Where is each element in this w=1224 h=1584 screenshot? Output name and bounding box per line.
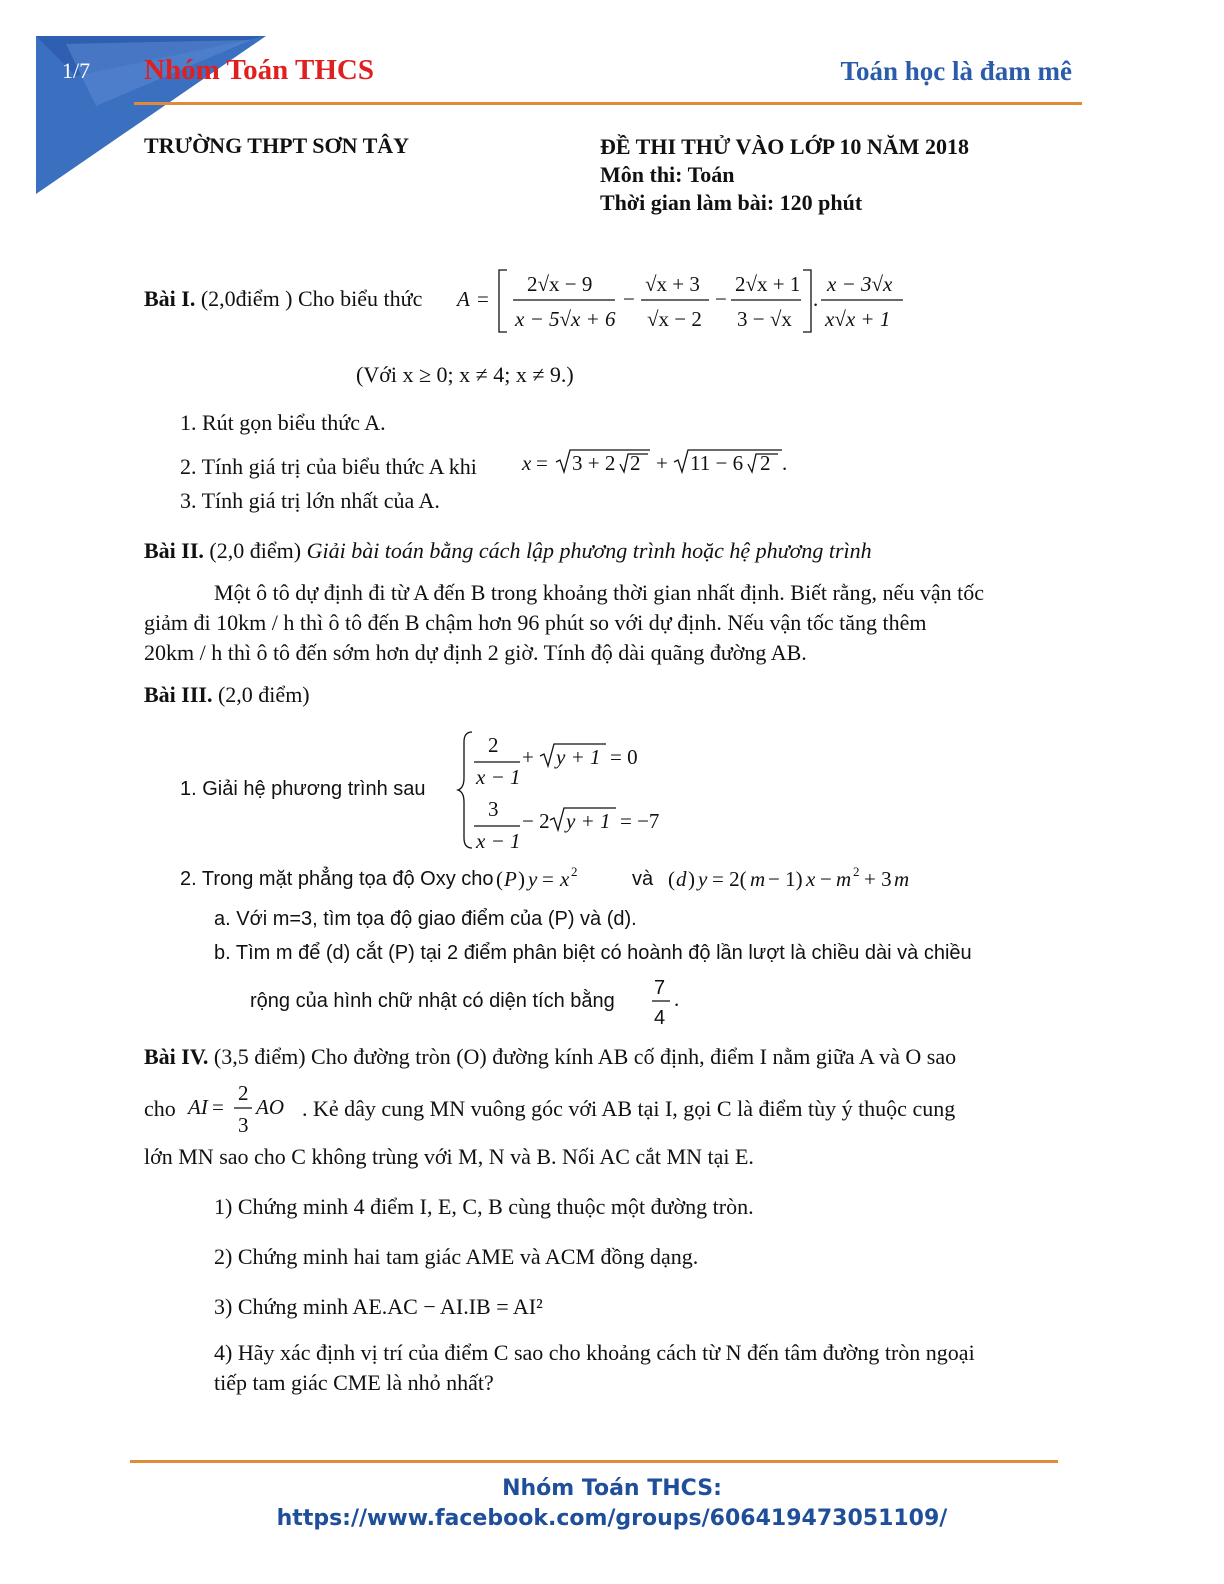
bai3-q2: 2. Trong mặt phẳng tọa độ Oxy cho <box>180 868 494 890</box>
svg-text:y + 1: y + 1 <box>566 809 611 833</box>
svg-text:2√x − 9: 2√x − 9 <box>527 272 593 296</box>
svg-text:2: 2 <box>238 1081 249 1105</box>
bai1-q2: 2. Tính giá trị của biểu thức A khi <box>180 454 477 479</box>
svg-text:x − 3√x: x − 3√x <box>827 272 893 296</box>
svg-text:3: 3 <box>488 797 499 821</box>
svg-text:− 1): − 1) <box>768 867 803 891</box>
bai1-q3: 3. Tính giá trị lớn nhất của A. <box>180 488 440 513</box>
bai2-line3: 20km / h thì ô tô đến sớm hơn dự định 2 giờ. Tính độ dài quãng đường AB. <box>144 640 807 665</box>
bai3-q2-and: và <box>632 868 654 890</box>
svg-text:x − 1: x − 1 <box>476 829 521 853</box>
exam-subject: Môn thi: Toán <box>600 162 735 187</box>
svg-text:+: + <box>522 745 534 769</box>
svg-text:7: 7 <box>654 977 666 999</box>
svg-text:= 0: = 0 <box>610 745 638 769</box>
bai3-points: (2,0 điểm) <box>217 682 310 707</box>
bai1-label: Bài I. <box>144 286 196 311</box>
bai4-label: Bài IV. <box>144 1044 209 1069</box>
svg-text:2: 2 <box>760 451 771 475</box>
svg-text:=: = <box>542 867 554 891</box>
svg-text:(: ( <box>668 867 675 891</box>
svg-text:AI: AI <box>188 1095 208 1119</box>
svg-text:√x − 2: √x − 2 <box>647 307 702 331</box>
bai4-q3: 3) Chứng minh AE.AC − AI.IB = AI² <box>214 1294 543 1319</box>
bai2-line2: giảm đi 10km / h thì ô tô đến B chậm hơn 96 phút so với dự định. Nếu vận tốc tăng thêm <box>144 610 927 635</box>
svg-text:2: 2 <box>571 864 578 879</box>
svg-text:.: . <box>813 287 819 311</box>
bai2-topic: Giải bài toán bằng cách lập phương trình hoặc hệ phương trình <box>306 538 872 563</box>
parabola-P <box>496 862 626 892</box>
svg-text:x − 5√x + 6: x − 5√x + 6 <box>515 307 616 331</box>
svg-text:3 − √x: 3 − √x <box>737 307 792 331</box>
svg-text:− 2: − 2 <box>522 809 550 833</box>
bai1-condition: (Với x ≥ 0; x ≠ 4; x ≠ 9.) <box>356 362 574 387</box>
svg-text:= −7: = −7 <box>620 809 660 833</box>
svg-text:d: d <box>676 867 687 891</box>
footer-link[interactable]: https://www.facebook.com/groups/606419473051109/ <box>276 1506 948 1531</box>
svg-text:−: − <box>715 287 727 311</box>
bai4-q4: 4) Hãy xác định vị trí của điểm C sao cho khoảng cách từ N đến tâm đường tròn ngoại <box>214 1340 975 1365</box>
bai2-label: Bài II. <box>144 538 204 563</box>
svg-text:.: . <box>674 987 680 1011</box>
svg-text:y + 1: y + 1 <box>556 745 601 769</box>
svg-text:m: m <box>894 867 910 891</box>
svg-text:11 − 6: 11 − 6 <box>690 451 744 475</box>
svg-text:x: x <box>806 867 816 891</box>
bai3-q2b-cont: rộng của hình chữ nhật có diện tích bằng <box>250 990 615 1012</box>
svg-text:3 + 2: 3 + 2 <box>572 451 616 475</box>
svg-text:2√x + 1: 2√x + 1 <box>735 272 801 296</box>
line-d <box>668 862 938 892</box>
svg-text:−: − <box>623 287 635 311</box>
AI-formula <box>188 1080 300 1142</box>
svg-text:m: m <box>750 867 766 891</box>
bai3-q2a: a. Với m=3, tìm tọa độ giao điểm của (P) và (d). <box>214 908 637 930</box>
fraction-7-4 <box>650 972 686 1032</box>
svg-text:x√x + 1: x√x + 1 <box>825 307 891 331</box>
bai1-heading <box>144 286 422 312</box>
svg-text:+ 3: + 3 <box>864 867 892 891</box>
bai4-line1: (3,5 điểm) Cho đường tròn (O) đường kính AB cố định, điểm I nằm giữa A và O sao <box>213 1044 957 1069</box>
bai3-label: Bài III. <box>144 682 213 707</box>
svg-text:4: 4 <box>654 1007 666 1029</box>
bai4-line2-pre: cho <box>144 1096 176 1121</box>
svg-text:A: A <box>457 287 470 311</box>
bai4-q4-cont: tiếp tam giác CME là nhỏ nhất? <box>214 1370 494 1395</box>
svg-text:x: x <box>560 867 570 891</box>
bai4-line2-post: . Kẻ dây cung MN vuông góc với AB tại I, gọi C là điểm tùy ý thuộc cung <box>302 1096 956 1121</box>
bai1-points: (2,0điểm ) Cho biểu thức <box>200 286 423 311</box>
equation-system <box>458 728 678 852</box>
bai2-points: (2,0 điểm) <box>209 538 302 563</box>
exam-title: ĐỀ THI THỬ VÀO LỚP 10 NĂM 2018 <box>600 134 969 159</box>
slogan: Toán học là đam mê <box>840 56 1072 86</box>
bai4-line3: lớn MN sao cho C không trùng với M, N và B. Nối AC cắt MN tại E. <box>144 1144 754 1169</box>
svg-text:2: 2 <box>488 733 499 757</box>
svg-text:=: = <box>536 451 548 475</box>
svg-text:=: = <box>212 1095 224 1119</box>
page-number: 1/7 <box>62 58 91 83</box>
x-value-formula <box>520 446 790 478</box>
svg-text:y: y <box>528 867 538 891</box>
svg-text:m: m <box>836 867 852 891</box>
svg-text:(: ( <box>496 867 503 891</box>
bai3-q2b: b. Tìm m để (d) cắt (P) tại 2 điểm phân biệt có hoành độ lần lượt là chiều dài và chiều <box>214 942 972 964</box>
svg-text:= 2(: = 2( <box>712 867 747 891</box>
svg-text:x: x <box>522 451 532 475</box>
school-name: TRƯỜNG THPT SƠN TÂY <box>144 133 410 158</box>
svg-text:): ) <box>518 867 525 891</box>
bai1-q1: 1. Rút gọn biểu thức A. <box>180 410 386 435</box>
svg-text:3: 3 <box>238 1113 249 1137</box>
bai4-q2: 2) Chứng minh hai tam giác AME và ACM đồng dạng. <box>214 1244 699 1269</box>
svg-text:−: − <box>820 867 832 891</box>
bai4-heading <box>144 1044 956 1070</box>
svg-text:=: = <box>477 287 489 311</box>
group-name: Nhóm Toán THCS <box>144 54 374 86</box>
svg-text:√x + 3: √x + 3 <box>645 272 700 296</box>
bai3-heading <box>144 682 310 708</box>
bai2-line1: Một ô tô dự định đi từ A đến B trong khoảng thời gian nhất định. Biết rằng, nếu vận tốc <box>214 580 984 605</box>
footer-group: Nhóm Toán THCS: <box>502 1476 722 1501</box>
svg-text:y: y <box>698 867 708 891</box>
bai3-q1: 1. Giải hệ phương trình sau <box>180 778 426 800</box>
footer-divider <box>130 1460 1058 1463</box>
bai4-q1: 1) Chứng minh 4 điểm I, E, C, B cùng thuộc một đường tròn. <box>214 1194 754 1219</box>
svg-text:AO: AO <box>256 1095 284 1119</box>
exam-duration: Thời gian làm bài: 120 phút <box>600 190 863 215</box>
bai2-heading <box>144 538 872 564</box>
exam-info <box>600 133 969 217</box>
expression-A <box>455 264 915 340</box>
svg-text:x − 1: x − 1 <box>476 765 521 789</box>
svg-text:.: . <box>782 451 788 475</box>
svg-text:+: + <box>656 451 668 475</box>
header-divider <box>134 102 1082 105</box>
svg-text:2: 2 <box>853 864 860 879</box>
svg-text:): ) <box>688 867 695 891</box>
svg-text:2: 2 <box>630 451 641 475</box>
svg-text:P: P <box>504 867 517 891</box>
